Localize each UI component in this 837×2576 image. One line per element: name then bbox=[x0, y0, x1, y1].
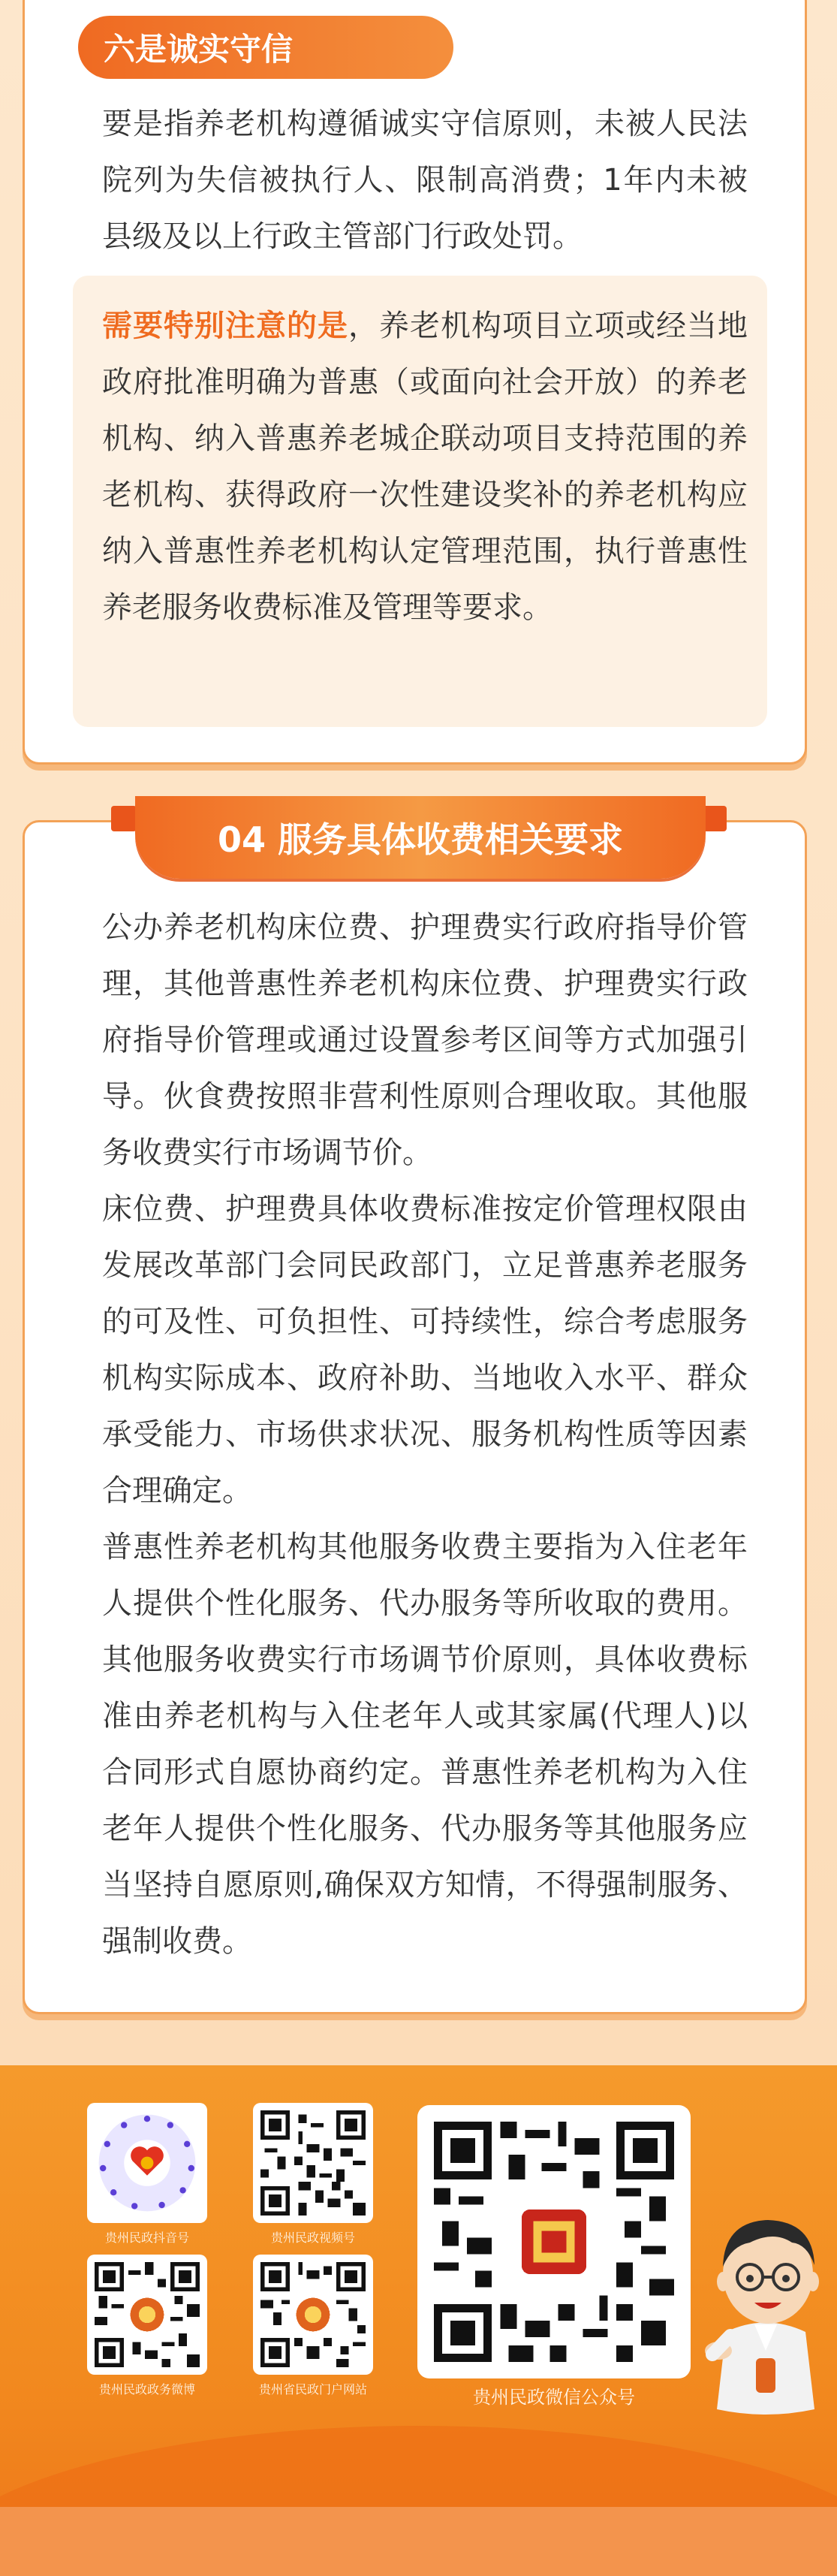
mascot-illustration bbox=[702, 2200, 829, 2418]
video-channel-qr-code[interactable] bbox=[253, 2103, 373, 2223]
section-04-title: 04 服务具体收费相关要求 bbox=[217, 819, 624, 860]
special-note-text bbox=[102, 298, 748, 636]
fee-paragraph-3: 普惠性养老机构其他服务收费主要指为入住老年人提供个性化服务、代办服务等所收取的费用。其他服务收费实行市场调节价原则，具体收费标准由养老机构与入住老年人或其家属(代理人)以合同形式自愿协商约定。普惠性养老机构为入住老年人提供个性化服务、代办服务等其他服务应当坚持自愿原则,确保双方知情，不得强制服务、强制收费。 bbox=[102, 1530, 748, 1959]
wechat-label: 贵州民政微信公众号 bbox=[473, 2387, 635, 2408]
special-note-lead: 需要特别注意的是 bbox=[102, 309, 348, 343]
douyin-label: 贵州民政抖音号 bbox=[104, 2231, 189, 2245]
qr-code-icon bbox=[95, 2262, 200, 2367]
qr-code-icon bbox=[260, 2262, 366, 2367]
portal-label: 贵州省民政门户网站 bbox=[258, 2382, 367, 2397]
video-channel-label: 贵州民政视频号 bbox=[270, 2231, 355, 2245]
weibo-qr-code[interactable] bbox=[87, 2255, 207, 2375]
weibo-label: 贵州民政政务微博 bbox=[98, 2382, 195, 2397]
douyin-qr-code[interactable] bbox=[87, 2103, 207, 2223]
section-title: 六是诚实守信 bbox=[104, 31, 294, 68]
qr-code-icon bbox=[260, 2110, 366, 2216]
fee-paragraph-1: 公办养老机构床位费、护理费实行政府指导价管理，其他普惠性养老机构床位费、护理费实行政府指导价管理或通过设置参考区间等方式加强引导。伙食费按照非营利性原则合理收取。其他服务收费实行市场调节价。 bbox=[102, 910, 748, 1170]
section-title-banner bbox=[135, 796, 706, 879]
section-title-pill bbox=[78, 16, 453, 79]
douyin-code-icon bbox=[95, 2110, 200, 2216]
portal-qr-code[interactable] bbox=[253, 2255, 373, 2375]
title-tab-ear-left bbox=[111, 806, 137, 831]
fee-paragraph-2: 床位费、护理费具体收费标准按定价管理权限由发展改革部门会同民政部门，立足普惠养老服务的可及性、可负担性、可持续性，综合考虑服务机构实际成本、政府补助、当地收入水平、群众承受能力、市场供求状况、服务机构性质等因素合理确定。 bbox=[102, 1192, 748, 1508]
special-note-body: ，养老机构项目立项或经当地政府批准明确为普惠（或面向社会开放）的养老机构、纳入普惠养老城企联动项目支持范围的养老机构、获得政府一次性建设奖补的养老机构应纳入普惠性养老机构认定管理范围，执行普惠性养老服务收费标准及管理等要求。 bbox=[102, 309, 748, 625]
wechat-qr-code[interactable] bbox=[417, 2105, 691, 2378]
qr-code-icon bbox=[434, 2122, 674, 2362]
section-body: 要是指养老机构遵循诚实守信原则，未被人民法院列为失信被执行人、限制高消费；1年内未被县级及以上行政主管部门行政处罚。 bbox=[102, 107, 748, 254]
